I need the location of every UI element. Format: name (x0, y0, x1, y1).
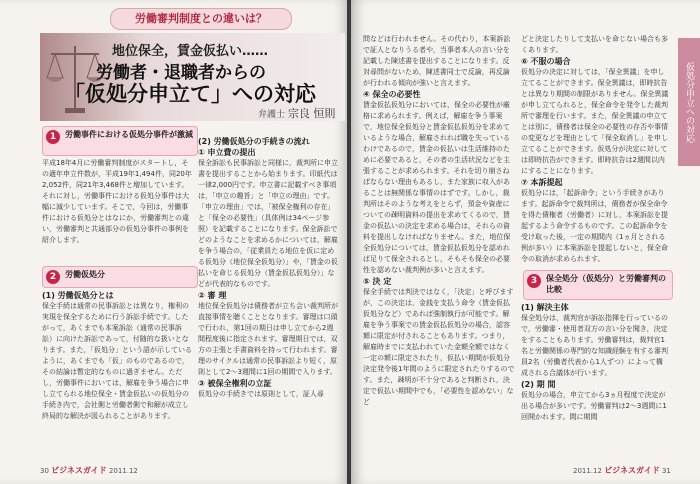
section-1-body (42, 158, 192, 258)
left-footer (40, 465, 138, 476)
subheading-objection: ⑥ 不服の場合 (521, 57, 571, 66)
section-1-number: 1 (46, 130, 60, 144)
right-footer-date: 2011.12 (573, 467, 602, 475)
kicker-label: 労働審判制度との違いは？ (110, 8, 292, 30)
subheading-petition: ① 申立費の提出 (198, 148, 256, 157)
byline-name: 宗良 恒則 (287, 107, 336, 120)
hearing-text: 地位保全仮処分は債務者が立ち会い裁判所が直接事情を聴くこととなります。審理は口頭で行われ，第1回の期日は申し立てから2週間程度後に指定されます。審理期日では，双方の主張と手書資料を持って行われます。審理のサイクルは通常の民事訴訟より短く，原則として2〜3週間に1回の期間で入ります。 (198, 302, 338, 376)
subheading-hearing: ② 審 理 (198, 291, 227, 300)
section-3-title: 保全処分（仮処分）と労働審判の比較 (546, 274, 666, 294)
left-page-number: 30 (40, 467, 49, 475)
decision-maker-text: 保全処分は，裁判官が訴訟指揮を行っているので，労働審・使用者双方の言い分を聞き，決定をすることもあります。労働審判は，裁判官1名と労働関係の専門的な知識経験を有する審判員2名（労働者代表から1人ずつ）によって構成される合議体が行います。 (521, 314, 668, 377)
left-page-column-2 (198, 136, 338, 458)
byline-role: 弁護士 (258, 110, 286, 120)
section-3-heading (523, 270, 673, 300)
proof-text: 仮処分の手続きでは原則として，証人尋 (198, 390, 324, 398)
subheading-decision: ⑤ 決 定 (363, 277, 392, 286)
right-footer (573, 465, 671, 476)
right-page (351, 0, 700, 484)
subheading-proof: ③ 被保全権利の立証 (198, 379, 272, 388)
main-suit-text: 仮処分には，「起訴命令」という手続きがあります。起訴命令で裁判所は，債務者が保全命令を得た債権者（労働者）に対し，本案訴訟を提起するよう命令するものです。この起訴命令を受け取った後，一定の期間内（1ヵ月とされる例が多い）に本案訴訟を提起しないと，保全命令の取消が求められます。 (521, 189, 668, 263)
right-page-number: 31 (661, 467, 671, 475)
section-3-body (521, 302, 669, 456)
decision-continued-text: どと決定したりして支払いを命じない場合も多くあります。 (521, 35, 668, 54)
petition-text: 保全訴訟も民事訴訟と同様に，裁判所に申立書を提出することから始まります。印紙代は一律2,000円です。申立書に記載すべき事項は，「申立の趣旨」と「申立の理由」です。「申立の理由」では，「被保全権利の存在」と「保全の必要性」（具体例は34ページ参照）を記載することになります。保全訴訟でどのようなことを求めるかについては，解雇を争う場合の，「従業員たる地位を仮に定める仮処分（地位保全仮処分）」や，「賃金の仮払いを命じる仮処分（賃金仮払仮処分）」などが代表的なものです。 (198, 159, 338, 288)
left-page (0, 0, 349, 484)
title-line-1: 労働者・退職者からの (96, 63, 266, 83)
subheading-decision-maker: (1) 解決主体 (521, 303, 569, 312)
title-subtitle: 地位保全，賃金仮払い…… (112, 44, 269, 59)
proof-continued-text: 問などは行われません。その代わり，本案訴訟で証人となりうる者や，当事者本人の言い分を記載した陳述書を提出することになります。反対尋問がないため，陳述書同士で反論，再反論が行われる傾向が強いと言えます。 (363, 35, 511, 87)
section-2-number: 2 (46, 270, 60, 284)
section-2-title: 労働仮処分 (65, 270, 105, 279)
section-2-body (42, 290, 192, 450)
subheading-necessity: ④ 保全の必要性 (363, 90, 421, 99)
left-footer-logo: ビジネスガイド (51, 466, 107, 475)
necessity-text: 賃金仮払仮処分においては，保全の必要性が厳格に求められます。例えば，解雇を争う事案で，地位保全仮処分と賃金仮払仮処分を求めているような場合，解雇されれば職を失っているわけであるので，賃金の仮払いは生活維持のために必要であると，その者の生活状況などを主張することが求められます。それを切り崩さねばならない理由もあるし，また家族に収入があることは無関係な事情のはずです。しかし，裁判所はそのような考えをとらず，預金や資産についての疎明資料の提出を求めてくるので，賃金の仮払いの決定を求める場合は，それらの資料を提出しなければなりません。また，地位保全仮処分については，賃金仮払仮処分を認めれば足りて保全されるとし，そもそも保全の必要性を認めない裁判例が多いと言えます。 (363, 101, 511, 274)
right-page-column-2-top (521, 34, 669, 264)
section-2-text: 保全手続は通常の民事訴訟とは異なり，権利の実現を保全するために行う訴訟手続です。したがって，あくまでも本案訴訟（通常の民事訴訟）に向けた訴訟であって，付随的な扱いとなります。また，「仮処分」という語が示しているように，あくまでも「仮」のものであるので，その結論は暫定的なものに過ぎません。ただし，労働事件においては，解雇を争う場合に申し立てられる地位保全・賃金仮払いの仮処分の手続き内で，会社側と労働者側で和解が成立し終局的な解決が図られることがあります。 (42, 302, 192, 420)
subheading-what-is-provisional: (1) 労働仮処分とは (42, 291, 114, 300)
section-1-heading (42, 126, 198, 156)
decision-text: 保全手続では判決ではなく，「決定」と呼びますが，この決定は，金銭を支払う命令（賃金仮払仮処分など）であれば強制執行が可能です。解雇を争う事案での賃金仮払仮処分の場合，認容額に限定が付されることもあります。つまり，解雇時までに支払われていた金額全額ではなく一定の額に限定されたり，仮払い期間が仮処分決定発令後1年間のように限定されたりするのです。また，疎明が不十分であると判断され，決定で仮払い期間中でも，「必要性を認めない」など (363, 288, 515, 406)
byline (258, 105, 335, 121)
period-text: 仮処分の場合，申立てから3ヵ月程度で決定が出る場合が多いです。労働審判は2〜3週間に1回開かれます。間に期間 (521, 391, 667, 421)
subheading-main-suit: ⑦ 本訴提起 (521, 178, 563, 187)
right-footer-logo: ビジネスガイド (604, 466, 660, 475)
right-page-column-1 (363, 34, 515, 454)
section-2-heading (42, 266, 198, 288)
left-footer-date: 2011.12 (108, 467, 138, 475)
subheading-procedure-flow: (2) 労働仮処分の手続きの流れ (198, 137, 310, 146)
objection-text: 仮処分の決定に対しては，「保全異議」を申し立てることができます。保全異議は，即時抗告とは異なり期間の制限がありません。保全異議が申し立てられると，保全命令を発令した裁判所で審理を行います。また，保全異議の申立てとは別に，債務者は保全の必要性の存否や事情の変更などを理由として「保全取消し」を申し立てることができます。仮処分が決定に対しては即時抗告ができます。即時抗告は2週間以内にすることになります。 (521, 68, 669, 175)
side-tab: 仮処分申立への対応 (678, 38, 700, 166)
section-3-number: 3 (527, 274, 541, 288)
subheading-period: (2) 期 間 (521, 380, 556, 389)
title-line-2: 「仮処分申立て」への対応 (64, 82, 316, 106)
section-1-title: 労働事件における仮処分事件が激減 (65, 130, 193, 139)
section-1-text: 平成18年4月に労働審判制度がスタートし，その適年申立件数が，平成19年1,494件，同20年2,052件，同21年3,468件と増加しています。それに対し，労働事件における仮処分事件は大幅に減少しています。そこで，今回は，労働事件における仮処分とはなにか，労働審判との違い，労働審判と共通部分の仮処分事件の事例を紹介します。 (42, 159, 192, 244)
